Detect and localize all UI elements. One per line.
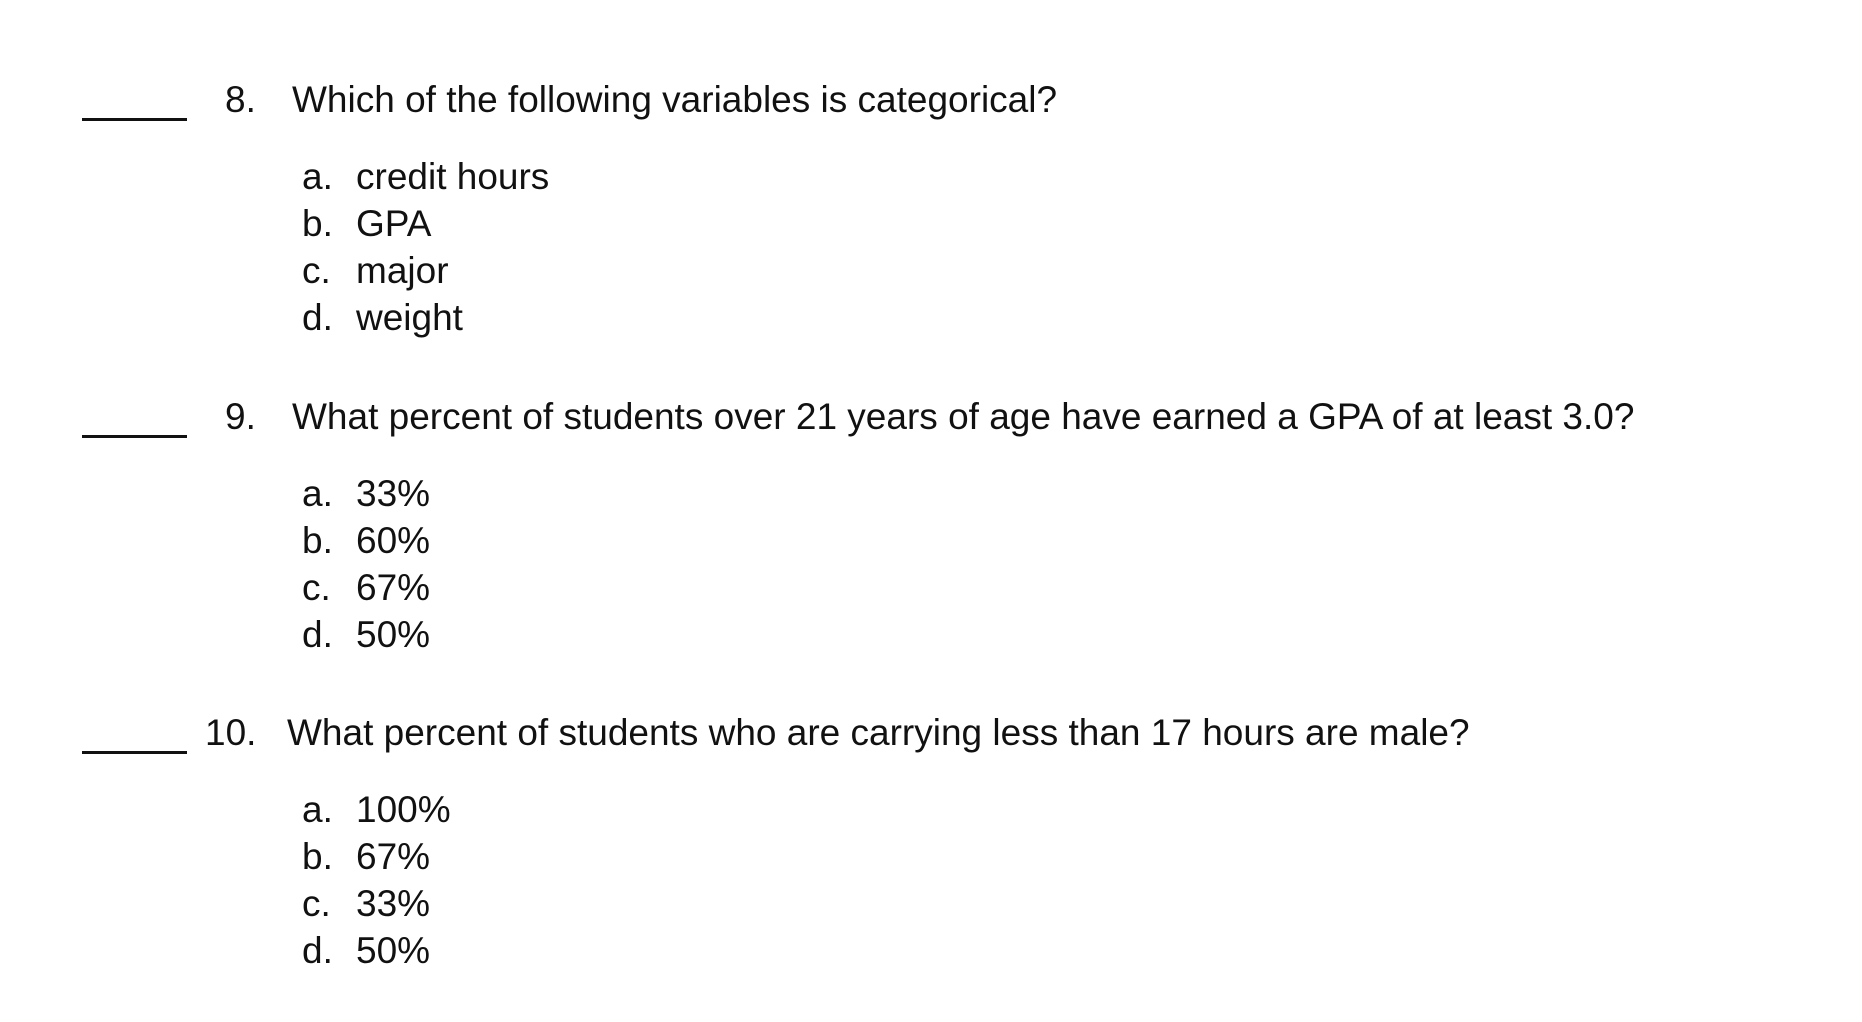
question-text: What percent of students over 21 years of age have earned a GPA of at least 3.0? <box>292 396 1635 437</box>
option-letter: b. <box>302 203 333 244</box>
option-text: 67% <box>356 567 431 608</box>
option-letter: a. <box>302 789 333 830</box>
option-letter: a. <box>302 473 333 514</box>
option-text: 50% <box>356 930 431 971</box>
question-text: What percent of students who are carrying less than 17 hours are male? <box>287 712 1470 753</box>
option-letter: c. <box>302 567 331 608</box>
answer-blank-line[interactable] <box>82 118 187 121</box>
option-text: 67% <box>356 836 431 877</box>
question-number: 8. <box>225 79 256 120</box>
option-text: major <box>356 250 449 291</box>
question-number: 9. <box>225 396 256 437</box>
option-letter: c. <box>302 883 331 924</box>
option-letter: c. <box>302 250 331 291</box>
option-text: 100% <box>356 789 451 830</box>
option-text: 33% <box>356 883 431 924</box>
option-text: credit hours <box>356 156 550 197</box>
option-text: weight <box>356 297 463 338</box>
answer-blank-line[interactable] <box>82 435 187 438</box>
answer-blank-line[interactable] <box>82 751 187 754</box>
option-letter: b. <box>302 836 333 877</box>
option-letter: d. <box>302 297 333 338</box>
option-letter: d. <box>302 930 333 971</box>
option-text: 33% <box>356 473 431 514</box>
option-letter: a. <box>302 156 333 197</box>
option-text: 60% <box>356 520 431 561</box>
option-text: GPA <box>356 203 432 244</box>
option-letter: b. <box>302 520 333 561</box>
question-number: 10. <box>205 712 257 753</box>
question-text: Which of the following variables is categorical? <box>292 79 1058 120</box>
option-letter: d. <box>302 614 333 655</box>
option-text: 50% <box>356 614 431 655</box>
